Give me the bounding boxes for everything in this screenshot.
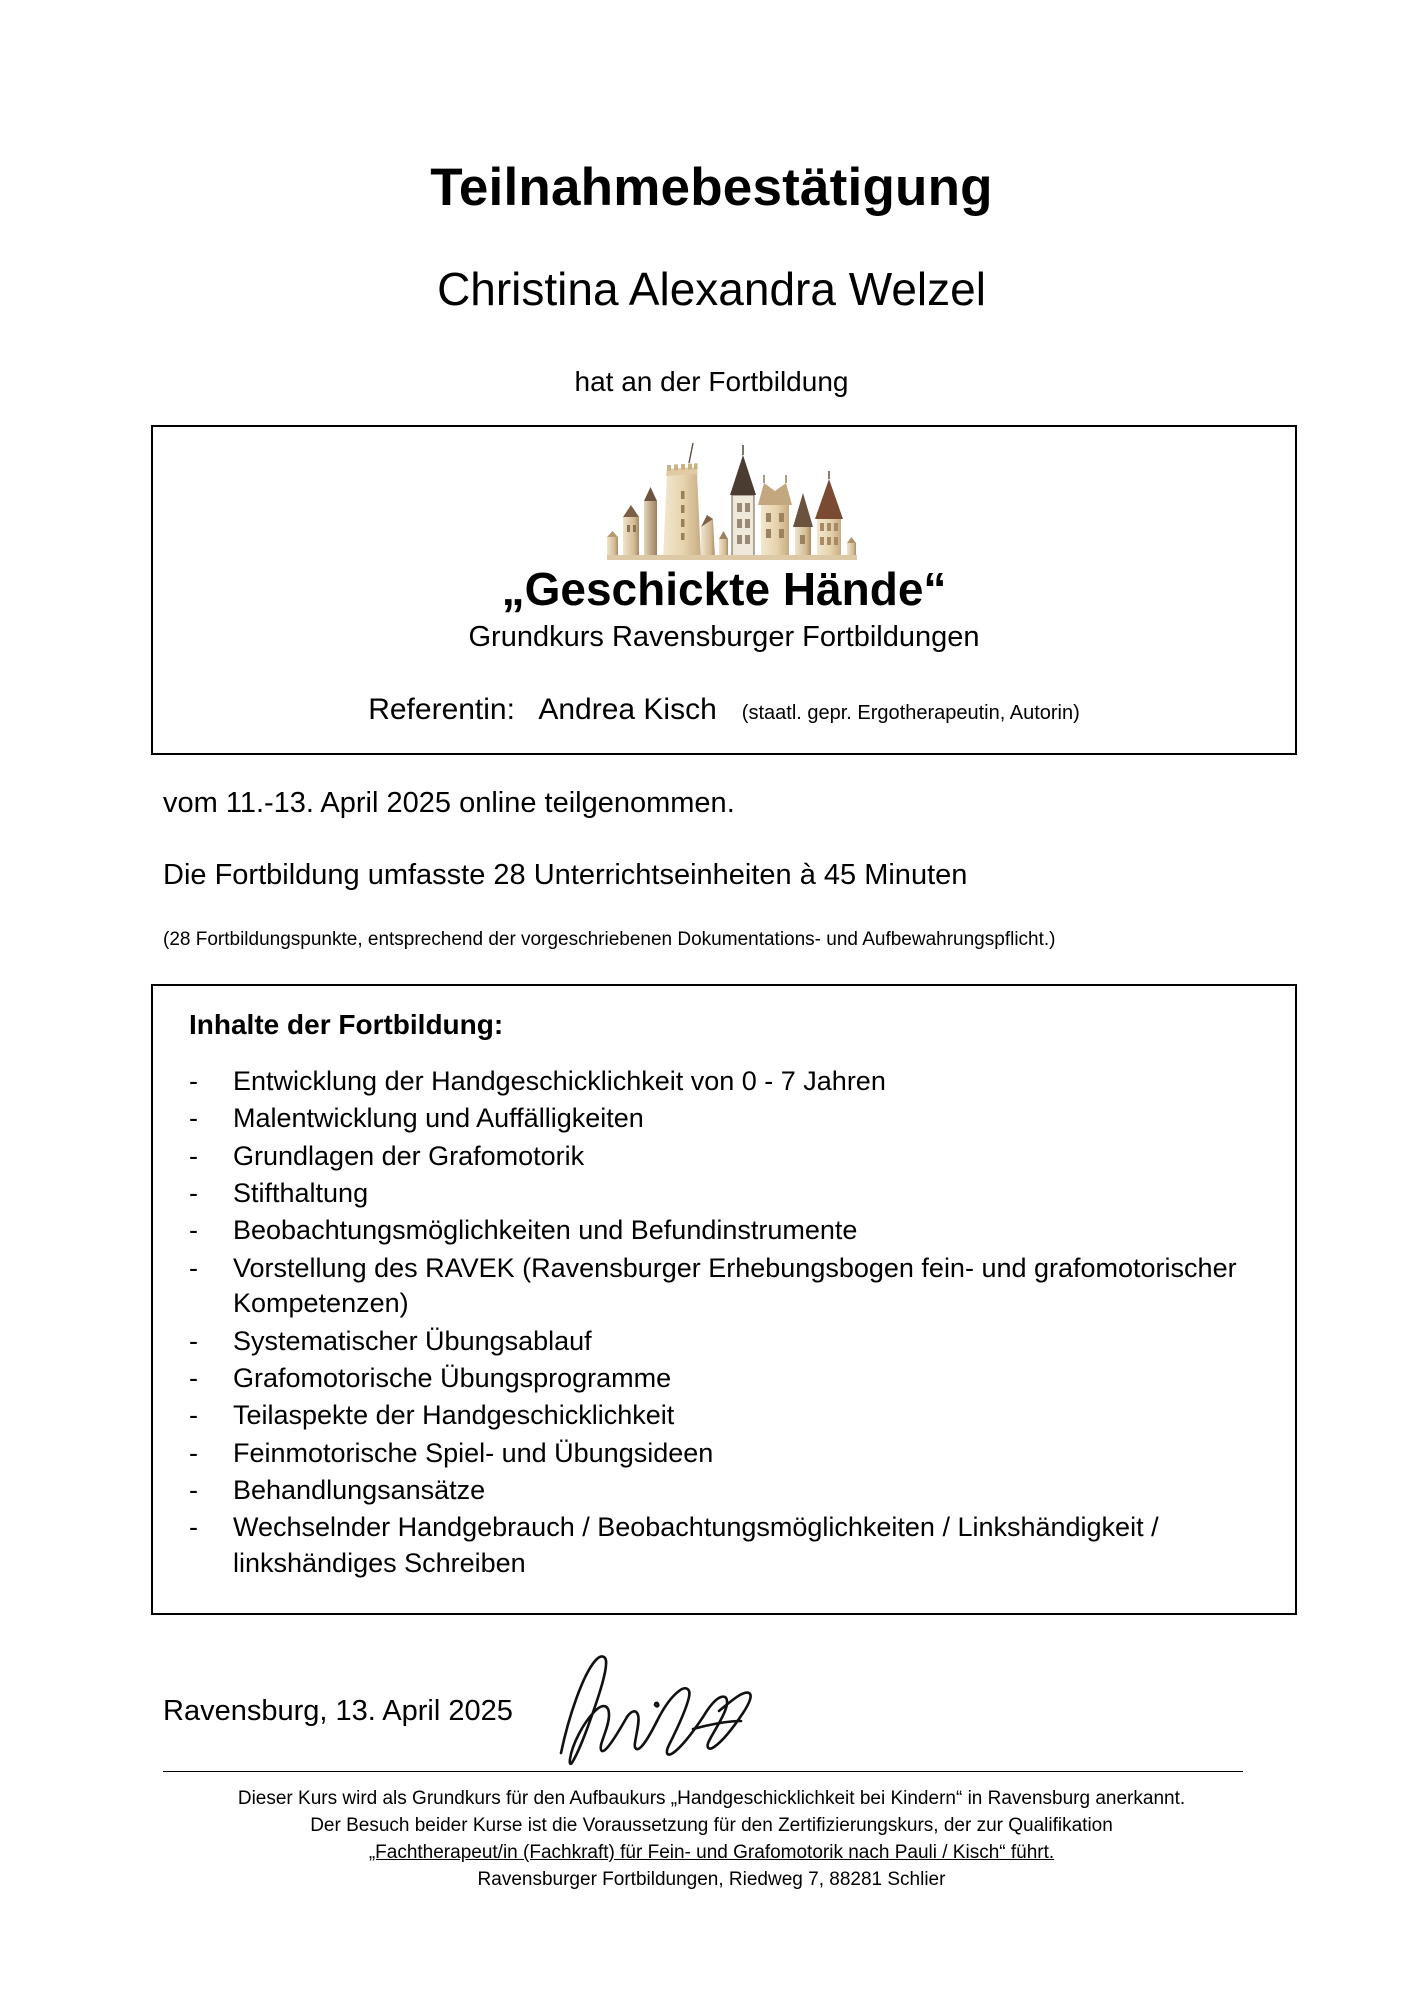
list-item-label: Grafomotorische Übungsprogramme — [233, 1362, 672, 1393]
bullet-dash: - — [189, 1140, 198, 1171]
course-title: „Geschickte Hände“ — [501, 563, 947, 616]
speaker-line — [153, 654, 1295, 728]
contents-heading: Inhalte der Fortbildung: — [189, 1009, 504, 1041]
list-item — [181, 1398, 1271, 1433]
bullet-dash: - — [189, 1215, 198, 1246]
list-item-label: Feinmotorische Spiel- und Übungsideen — [233, 1437, 714, 1468]
bullet-dash: - — [189, 1512, 198, 1543]
handwritten-signature — [543, 1641, 803, 1781]
points-note: (28 Fortbildungspunkte, entsprechend der vorgeschriebenen Dokumentations- und Aufbewahrungspflicht.) — [163, 928, 1056, 950]
footer-line-3: „Fachtherapeut/in (Fachkraft) für Fein- und Grafomotorik nach Pauli / Kisch“ führt. — [368, 1841, 1055, 1863]
list-item-label: Systematischer Übungsablauf — [233, 1325, 592, 1356]
footer-line-1: Dieser Kurs wird als Grundkurs für den Aufbaukurs „Handgeschicklichkeit bei Kindern“ in Ravensburg anerkannt. — [237, 1788, 1186, 1810]
participant-name: Christina Alexandra Welzel — [437, 262, 986, 315]
list-item-label: Entwicklung der Handgeschicklichkeit von 0 - 7 Jahren — [233, 1066, 886, 1097]
list-item — [181, 1436, 1271, 1471]
page-title: Teilnahmebestätigung — [430, 158, 993, 217]
list-item-label: Malentwicklung und Auffälligkeiten — [233, 1103, 644, 1134]
list-item — [181, 1361, 1271, 1396]
speaker-name: Andrea Kisch — [538, 693, 717, 727]
bullet-dash: - — [189, 1400, 198, 1431]
bullet-dash: - — [189, 1325, 198, 1356]
list-item-label: Wechselnder Handgebrauch / Beobachtungsmöglichkeiten / Linkshändigkeit / linkshändiges Schreiben — [233, 1512, 1159, 1578]
list-item-label: Stifthaltung — [233, 1178, 369, 1209]
list-item — [181, 1251, 1271, 1322]
list-item-label: Vorstellung des RAVEK (Ravensburger Erhebungsbogen fein- und grafomotorischer Kompetenzen) — [233, 1252, 1237, 1319]
list-item — [181, 1213, 1271, 1248]
bullet-dash: - — [189, 1103, 198, 1134]
contents-box — [151, 984, 1297, 1615]
course-info-box — [151, 425, 1297, 755]
list-item — [181, 1473, 1271, 1508]
list-item — [181, 1064, 1271, 1099]
bullet-dash: - — [189, 1066, 198, 1097]
place-and-date: Ravensburg, 13. April 2025 — [163, 1695, 513, 1728]
footer-line-2: Der Besuch beider Kurse ist die Voraussetzung für den Zertifizierungskurs, der zur Qualifikation — [310, 1815, 1113, 1837]
ravensburg-skyline-logo — [175, 427, 1295, 563]
list-item-label: Teilaspekte der Handgeschicklichkeit — [233, 1400, 675, 1431]
list-item-label: Grundlagen der Grafomotorik — [233, 1140, 585, 1171]
bullet-dash: - — [189, 1178, 198, 1209]
course-subtitle: Grundkurs Ravensburger Fortbildungen — [468, 620, 980, 653]
bullet-dash: - — [189, 1474, 198, 1505]
speaker-qualification: (staatl. gepr. Ergotherapeutin, Autorin) — [741, 702, 1080, 725]
signature-row — [163, 1651, 1297, 1771]
bullet-dash: - — [189, 1252, 198, 1283]
signature-icon — [543, 1641, 803, 1781]
list-item-label: Beobachtungsmöglichkeiten und Befundinstrumente — [233, 1215, 858, 1246]
list-item-label: Behandlungsansätze — [233, 1474, 486, 1505]
hours-statement: Die Fortbildung umfasste 28 Unterrichtseinheiten à 45 Minuten — [163, 859, 968, 892]
bullet-dash: - — [189, 1437, 198, 1468]
footer-note — [160, 1786, 1263, 1894]
participation-statement: vom 11.-13. April 2025 online teilgenommen. — [163, 787, 735, 820]
speaker-label: Referentin: — [368, 693, 515, 727]
intro-line: hat an der Fortbildung — [574, 366, 849, 398]
list-item — [181, 1139, 1271, 1174]
list-item — [181, 1324, 1271, 1359]
list-item — [181, 1510, 1271, 1581]
footer-line-4: Ravensburger Fortbildungen, Riedweg 7, 88281 Schlier — [477, 1868, 946, 1890]
skyline-icon — [601, 439, 869, 563]
bullet-dash: - — [189, 1362, 198, 1393]
contents-list — [181, 1064, 1271, 1581]
list-item — [181, 1176, 1271, 1211]
list-item — [181, 1101, 1271, 1136]
